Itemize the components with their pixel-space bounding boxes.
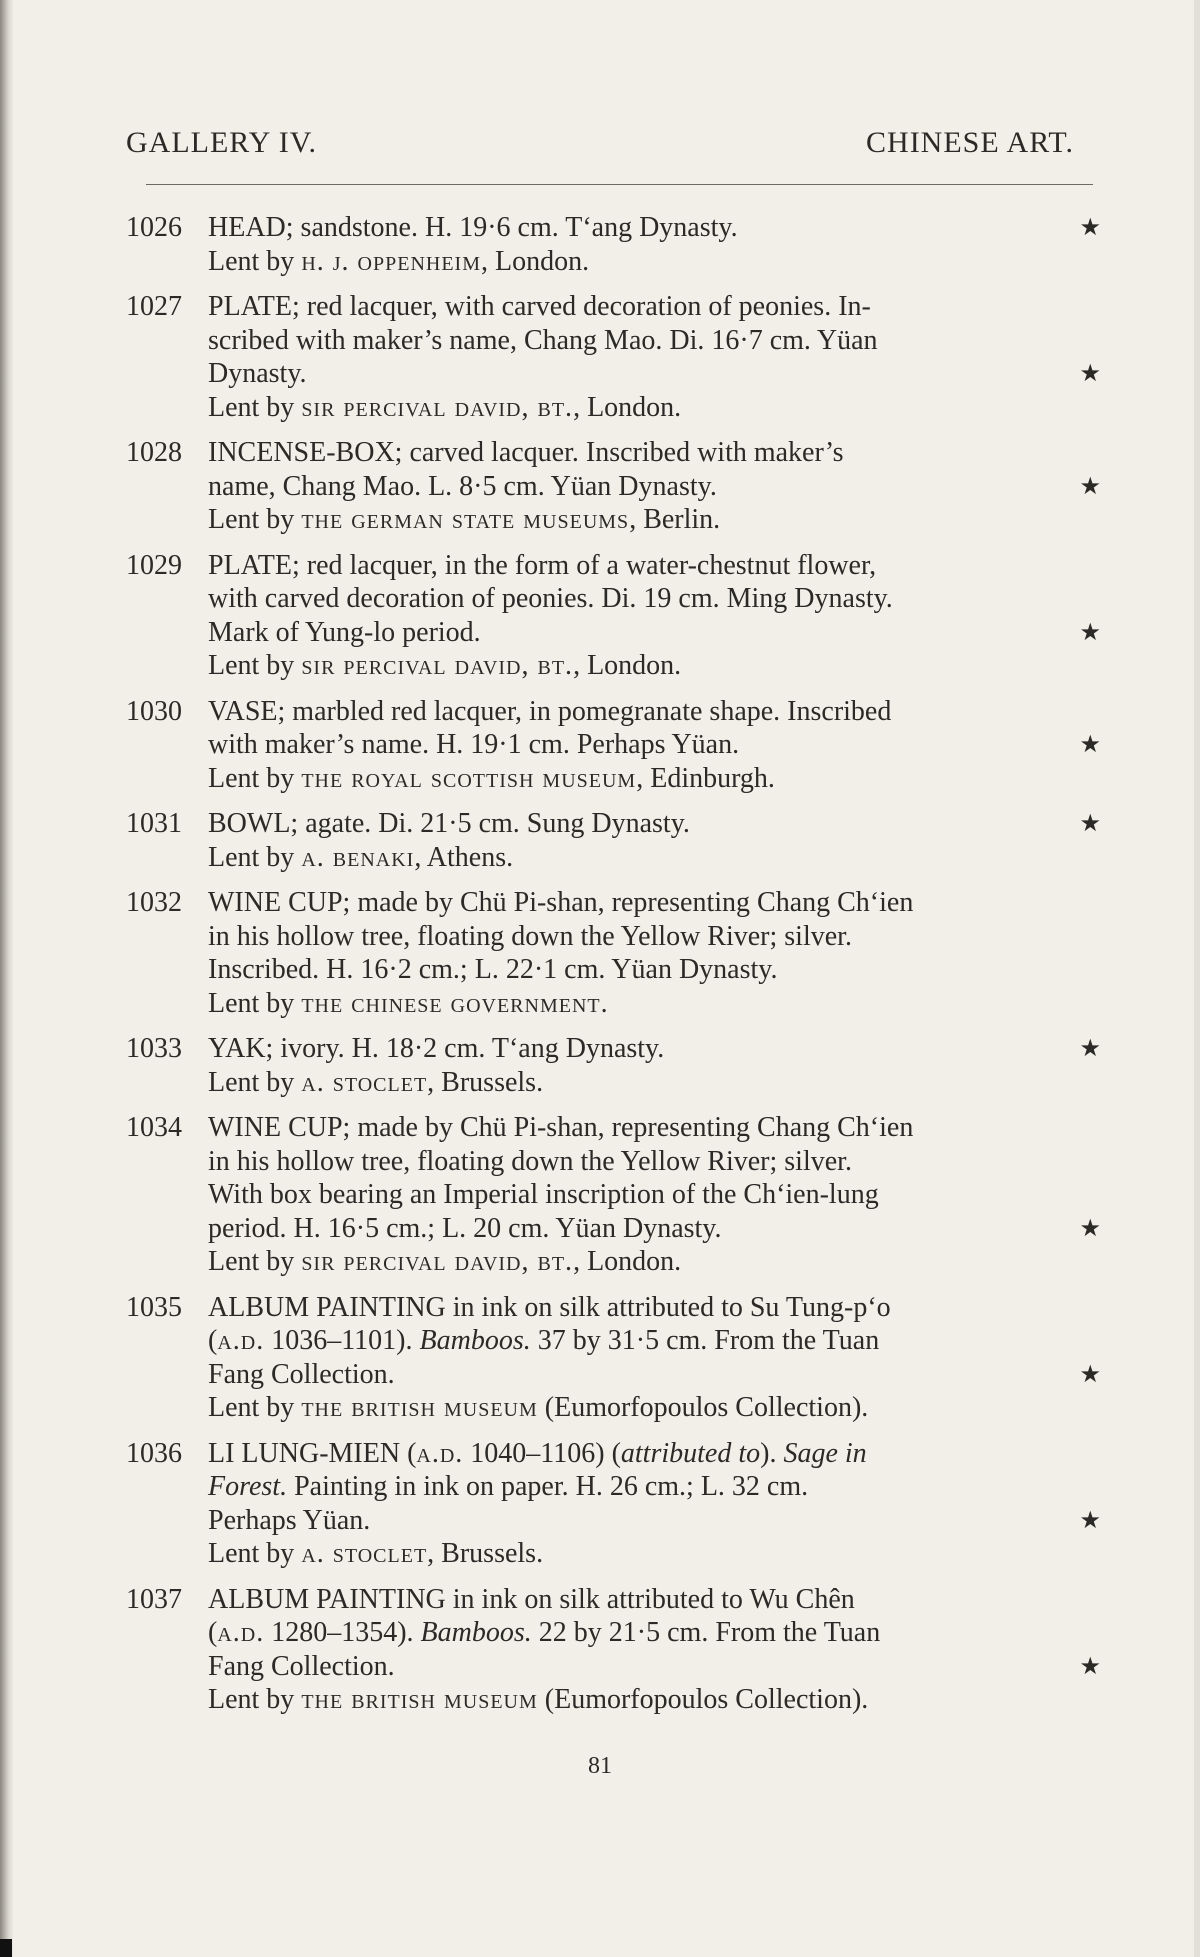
- entry-text: ALBUM PAINTING in ink on silk attributed to Su Tung-p‘o: [208, 1291, 891, 1323]
- entry-lender-line: Lent by sir percival david, bt., London.: [208, 1246, 682, 1277]
- catalogue-entry: [126, 886, 1101, 1020]
- entry-lender-line: Lent by the royal scottish museum, Edinburgh.: [208, 762, 775, 794]
- entry-text: Forest. Painting in ink on paper. H. 26 cm.; L. 32 cm.: [208, 1471, 809, 1502]
- catalogue-entry: [126, 1291, 1101, 1425]
- entry-lender-line: Lent by the british museum (Eumorfopoulos Collection).: [208, 1392, 869, 1423]
- entry-text: with maker’s name. H. 19·1 cm. Perhaps Yüan.: [208, 729, 740, 760]
- entry-text: INCENSE-BOX; carved lacquer. Inscribed with maker’s: [208, 437, 844, 468]
- lender-name: a. benaki: [301, 841, 415, 873]
- entry-number: 1037: [126, 1583, 182, 1615]
- running-header: [126, 126, 1074, 166]
- page-edge: [1194, 0, 1200, 1957]
- catalogue-entry: [126, 290, 1101, 424]
- entry-lender-line: Lent by sir percival david, bt., London.: [208, 391, 682, 423]
- catalogue-entry: [126, 436, 1101, 537]
- entry-text: VASE; marbled red lacquer, in pomegranate shape. Inscribed: [208, 695, 892, 727]
- catalogue-entry: [126, 1032, 1101, 1099]
- catalogue-entry: [126, 1583, 1101, 1717]
- lender-name: h. j. oppenheim: [301, 245, 481, 277]
- catalogue-entry: [126, 211, 1101, 278]
- entry-number: 1027: [126, 291, 182, 322]
- entry-text: LI LUNG-MIEN (a.d. 1040–1106) (attributed to). Sage in: [208, 1437, 867, 1469]
- entry-text: Mark of Yung-lo period.: [208, 616, 481, 648]
- catalogue-entry: [126, 549, 1101, 683]
- entry-text: name, Chang Mao. L. 8·5 cm. Yüan Dynasty.: [208, 470, 717, 502]
- corner-mark: [0, 1939, 12, 1957]
- entry-text: YAK; ivory. H. 18·2 cm. T‘ang Dynasty.: [208, 1033, 665, 1064]
- star-icon: ★: [1079, 1213, 1101, 1242]
- entry-text: Fang Collection.: [208, 1358, 395, 1390]
- lender-name: the german state museums: [301, 504, 630, 535]
- entry-number: 1030: [126, 695, 182, 727]
- artwork-title: Sage in: [783, 1437, 867, 1469]
- entry-text: ALBUM PAINTING in ink on silk attributed to Wu Chên: [208, 1583, 855, 1615]
- entry-number: 1036: [126, 1437, 182, 1469]
- entry-number: 1031: [126, 808, 182, 839]
- entry-number: 1035: [126, 1291, 182, 1323]
- artwork-title: Bamboos.: [420, 1617, 532, 1648]
- entry-lender-line: Lent by a. stoclet, Brussels.: [208, 1538, 544, 1569]
- entry-text: (a.d. 1036–1101). Bamboos. 37 by 31·5 cm. From the Tuan: [208, 1325, 880, 1356]
- entry-number: 1028: [126, 437, 182, 468]
- lender-name: sir percival david, bt.: [301, 1246, 574, 1277]
- entry-text: with carved decoration of peonies. Di. 19 cm. Ming Dynasty.: [208, 583, 893, 614]
- catalogue-entry: [126, 1111, 1101, 1279]
- entry-text: Perhaps Yüan.: [208, 1504, 371, 1536]
- entry-lender-line: Lent by the chinese government.: [208, 987, 609, 1019]
- catalogue-entry: [126, 807, 1101, 874]
- star-icon: ★: [1079, 359, 1101, 387]
- entry-lender-line: Lent by sir percival david, bt., London.: [208, 650, 682, 681]
- lender-name: the royal scottish museum: [301, 762, 637, 794]
- entry-lender-line: Lent by a. stoclet, Brussels.: [208, 1066, 544, 1098]
- book-spine-edge: [0, 0, 14, 1957]
- lender-name: the british museum: [301, 1392, 538, 1423]
- star-icon: ★: [1079, 1034, 1101, 1062]
- catalogue-entries: [126, 211, 1101, 1729]
- header-section: GALLERY IV.: [126, 126, 317, 159]
- catalogue-entry: [126, 695, 1101, 796]
- star-icon: ★: [1079, 1651, 1101, 1680]
- lender-name: sir percival david, bt.: [301, 391, 574, 423]
- entry-number: 1032: [126, 887, 182, 918]
- entry-text: PLATE; red lacquer, with carved decoration of peonies. In-: [208, 291, 871, 322]
- entry-lender-line: Lent by the german state museums, Berlin.: [208, 504, 721, 535]
- entry-text: scribed with maker’s name, Chang Mao. Di. 16·7 cm. Yüan: [208, 324, 878, 356]
- page-number: 81: [588, 1753, 612, 1779]
- entry-text: With box bearing an Imperial inscription of the Ch‘ien-lung: [208, 1179, 879, 1210]
- entry-number: 1034: [126, 1112, 182, 1143]
- entry-lender-line: Lent by h. j. oppenheim, London.: [208, 245, 590, 277]
- entry-text: Fang Collection.: [208, 1650, 395, 1682]
- lender-name: the british museum: [301, 1684, 538, 1715]
- star-icon: ★: [1079, 1359, 1101, 1388]
- entry-text: period. H. 16·5 cm.; L. 20 cm. Yüan Dynasty.: [208, 1212, 722, 1244]
- star-icon: ★: [1079, 213, 1101, 241]
- entry-text: PLATE; red lacquer, in the form of a water-chestnut flower,: [208, 549, 877, 581]
- lender-name: the chinese government.: [301, 987, 609, 1019]
- entry-text: HEAD; sandstone. H. 19·6 cm. T‘ang Dynasty.: [208, 212, 738, 243]
- star-icon: ★: [1079, 471, 1101, 500]
- entry-number: 1029: [126, 549, 182, 581]
- entry-text: BOWL; agate. Di. 21·5 cm. Sung Dynasty.: [208, 808, 690, 839]
- header-rule: [146, 184, 1093, 185]
- entry-text: (a.d. 1280–1354). Bamboos. 22 by 21·5 cm. From the Tuan: [208, 1617, 881, 1648]
- entry-number: 1033: [126, 1033, 182, 1064]
- star-icon: ★: [1079, 730, 1101, 758]
- star-icon: ★: [1079, 1505, 1101, 1534]
- star-icon: ★: [1079, 617, 1101, 646]
- entry-number: 1026: [126, 212, 182, 243]
- entry-lender-line: Lent by the british museum (Eumorfopoulos Collection).: [208, 1684, 869, 1715]
- entry-lender-line: Lent by a. benaki, Athens.: [208, 841, 514, 873]
- artwork-title: Bamboos.: [419, 1325, 531, 1356]
- lender-name: a. stoclet: [301, 1066, 428, 1098]
- entry-text: in his hollow tree, floating down the Yellow River; silver.: [208, 1145, 852, 1177]
- star-icon: ★: [1079, 809, 1101, 837]
- entry-text: WINE CUP; made by Chü Pi-shan, representing Chang Ch‘ien: [208, 887, 914, 918]
- entry-text: WINE CUP; made by Chü Pi-shan, representing Chang Ch‘ien: [208, 1112, 914, 1143]
- entry-text: Dynasty.: [208, 358, 307, 389]
- entry-text: Inscribed. H. 16·2 cm.; L. 22·1 cm. Yüan Dynasty.: [208, 954, 778, 985]
- lender-name: a. stoclet: [301, 1538, 428, 1569]
- header-subject: CHINESE ART.: [866, 126, 1074, 159]
- catalogue-entry: [126, 1437, 1101, 1571]
- lender-name: sir percival david, bt.: [301, 650, 574, 681]
- entry-text: in his hollow tree, floating down the Yellow River; silver.: [208, 920, 852, 952]
